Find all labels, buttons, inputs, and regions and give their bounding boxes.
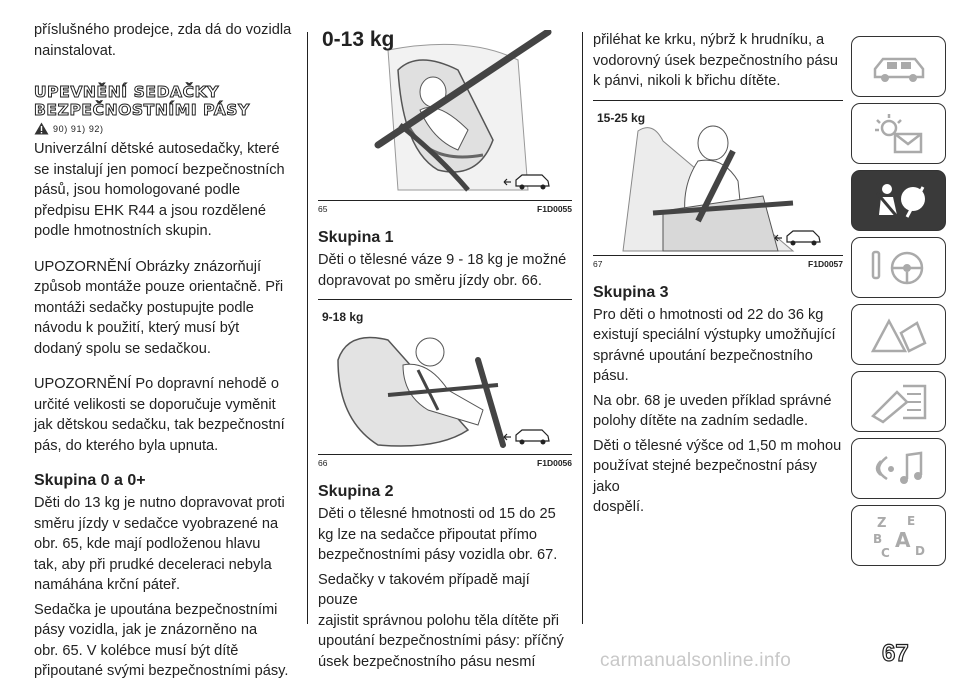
text-line: polohy dítěte na zadním sedadle. bbox=[593, 413, 809, 429]
text-line: zajistit správnou polohu těla dítěte při bbox=[318, 612, 559, 629]
column-3 bbox=[593, 30, 843, 518]
tab-maintenance[interactable] bbox=[851, 371, 946, 432]
text-line: se instalují jen pomocí bezpečnostních bbox=[34, 161, 285, 178]
tab-safety[interactable] bbox=[851, 170, 946, 231]
section-heading bbox=[34, 83, 296, 119]
column-2 bbox=[318, 30, 572, 672]
car-direction-icon bbox=[502, 170, 552, 192]
column-divider bbox=[307, 32, 308, 624]
text-line: obr. 65, kde mají podloženou hlavu bbox=[34, 536, 261, 552]
paragraph bbox=[318, 570, 572, 673]
text-line: Sedačka je upoutána bezpečnostními bbox=[34, 601, 278, 618]
car-icon bbox=[869, 47, 929, 87]
warning-lights-icon bbox=[869, 112, 929, 156]
paragraph bbox=[34, 493, 296, 596]
paragraph bbox=[34, 257, 296, 360]
text-line: Děti o tělesné výšce od 1,50 m mohou bbox=[593, 437, 842, 454]
text-line: Na obr. 68 je uveden příklad správné bbox=[593, 392, 832, 409]
figure-caption bbox=[318, 458, 572, 468]
maintenance-icon bbox=[867, 380, 931, 424]
tab-emergency[interactable] bbox=[851, 304, 946, 365]
text-line: pásu. bbox=[593, 368, 629, 384]
text-line: obr. 65. V kolébce musí být dítě bbox=[34, 642, 239, 659]
text-line: kg lze na sedačce připoutat přímo bbox=[318, 526, 538, 543]
index-icon bbox=[867, 511, 931, 561]
column-1 bbox=[34, 20, 296, 682]
text-line: předpisu EHK R44 a jsou rozdělené bbox=[34, 202, 267, 219]
figure-title: 9-18 kg bbox=[322, 310, 364, 324]
text-line: Univerzální dětské autosedačky, které bbox=[34, 141, 280, 157]
tab-car-overview[interactable] bbox=[851, 36, 946, 97]
car-direction-icon bbox=[773, 226, 823, 248]
figure-number: 66 bbox=[318, 458, 328, 468]
figure-65 bbox=[318, 30, 572, 201]
text-line: Děti do 13 kg je nutno dopravovat proti bbox=[34, 495, 285, 511]
figure-code: F1D0056 bbox=[537, 458, 572, 468]
figure-title: 15-25 kg bbox=[597, 110, 646, 125]
section-heading-line: UPEVNĚNÍ SEDAČKY bbox=[34, 83, 220, 101]
text-line: pásů, jsou homologované podle bbox=[34, 182, 241, 198]
intro-line: nainstalovat. bbox=[34, 42, 116, 59]
figure-67 bbox=[593, 101, 843, 256]
subheading: Skupina 2 bbox=[318, 483, 394, 500]
tab-warning-lights[interactable] bbox=[851, 103, 946, 164]
text-line: podle hmotnostních skupin. bbox=[34, 223, 212, 239]
safety-airbag-icon bbox=[867, 179, 931, 223]
car-direction-icon bbox=[502, 425, 552, 447]
text-line: pásy vozidla, jak je znázorněno na bbox=[34, 622, 258, 638]
text-line: Děti o tělesné hmotnosti od 15 do 25 bbox=[318, 506, 556, 522]
figure-caption bbox=[318, 204, 572, 214]
text-line: Sedačky v takovém případě mají pouze bbox=[318, 571, 530, 608]
subheading: Skupina 3 bbox=[593, 283, 669, 301]
text-line: používat stejné bezpečnostní pásy jako bbox=[593, 458, 817, 495]
text-line: správné upoutání bezpečnostního bbox=[593, 347, 813, 364]
figure-title: 0-13 kg bbox=[322, 28, 395, 51]
warning-refs bbox=[34, 122, 296, 135]
text-line: dopravovat po směru jízdy obr. 66. bbox=[318, 272, 542, 289]
paragraph bbox=[593, 436, 843, 518]
warning-ref-numbers: 90) 91) 92) bbox=[53, 123, 104, 134]
breakdown-icon bbox=[867, 313, 931, 357]
svg-text:D: D bbox=[914, 543, 925, 558]
paragraph bbox=[318, 250, 572, 291]
paragraph bbox=[34, 139, 296, 242]
text-line: k pánvi, nikoli k břichu dítěte. bbox=[593, 73, 781, 89]
multimedia-icon bbox=[867, 447, 931, 491]
text-line: Pro děti o hmotnosti od 22 do 36 kg bbox=[593, 306, 824, 323]
paragraph bbox=[318, 504, 572, 566]
text-line: vodorovný úsek bezpečnostního pásu bbox=[593, 52, 839, 69]
text-line: přiléhat ke krku, nýbrž k hrudníku, a bbox=[593, 32, 825, 48]
tab-starting-driving[interactable] bbox=[851, 237, 946, 298]
text-line: způsob montáže pouze orientačně. Při bbox=[34, 279, 284, 295]
section-heading-line: BEZPEČNOSTNÍMI PÁSY bbox=[34, 101, 250, 119]
text-line: připoutané svými bezpečnostními pásy. bbox=[34, 663, 289, 679]
text-line: Děti o tělesné váze 9 - 18 kg je možné bbox=[318, 252, 567, 268]
text-line: dospělí. bbox=[593, 499, 645, 515]
text-line: návodu k použití, který musí být bbox=[34, 320, 240, 336]
text-line: dodaný spolu se sedačkou. bbox=[34, 340, 211, 357]
text-line: upoutání bezpečnostními pásy: příčný bbox=[318, 633, 564, 649]
svg-text:B: B bbox=[872, 531, 882, 546]
warning-triangle-icon bbox=[34, 122, 49, 135]
chapter-tabs bbox=[851, 36, 946, 572]
intro-line: příslušného prodejce, zda dá do vozidla bbox=[34, 22, 292, 38]
text-line: tak, aby při prudké deceleraci nebyla bbox=[34, 556, 272, 573]
figure-code: F1D0055 bbox=[537, 204, 572, 214]
text-line: bezpečnostními pásy vozidla obr. 67. bbox=[318, 547, 558, 563]
text-line: pás, do kterého byla upnuta. bbox=[34, 437, 219, 454]
key-steering-icon bbox=[867, 246, 931, 290]
text-line: UPOZORNĚNÍ Obrázky znázorňují bbox=[34, 258, 262, 275]
text-line: určité velikosti se doporučuje vyměnit bbox=[34, 396, 276, 413]
column-divider bbox=[582, 32, 583, 624]
text-line: namáhána krční páteř. bbox=[34, 577, 181, 593]
text-line: úsek bezpečnostního pásu nesmí bbox=[318, 653, 536, 670]
figure-66 bbox=[318, 300, 572, 455]
figure-code: F1D0057 bbox=[808, 258, 843, 269]
text-line: montáži sedačky postupujte podle bbox=[34, 299, 254, 316]
tab-index[interactable] bbox=[851, 505, 946, 566]
text-line: UPOZORNĚNÍ Po dopravní nehodě o bbox=[34, 376, 279, 392]
svg-text:C: C bbox=[880, 545, 890, 560]
paragraph bbox=[593, 30, 843, 92]
watermark: carmanualsonline.info bbox=[600, 650, 792, 671]
svg-text:E: E bbox=[906, 513, 915, 528]
text-line: směru jízdy v sedačce vyobrazené na bbox=[34, 515, 279, 532]
text-line: jak dětskou sedačku, tak bezpečnostní bbox=[34, 417, 285, 433]
figure-number: 67 bbox=[593, 258, 603, 269]
svg-text:Z: Z bbox=[876, 515, 886, 531]
page-number: 67 bbox=[882, 640, 909, 667]
text-line: existují speciální výstupky umožňující bbox=[593, 327, 836, 343]
paragraph bbox=[593, 391, 843, 432]
figure-caption bbox=[593, 259, 843, 269]
figure-number: 65 bbox=[318, 204, 328, 214]
paragraph bbox=[593, 305, 843, 387]
svg-text:A: A bbox=[894, 527, 910, 552]
subheading: Skupina 0 a 0+ bbox=[34, 472, 146, 489]
paragraph bbox=[34, 600, 296, 682]
paragraph bbox=[34, 374, 296, 456]
subheading: Skupina 1 bbox=[318, 229, 394, 246]
tab-multimedia[interactable] bbox=[851, 438, 946, 499]
